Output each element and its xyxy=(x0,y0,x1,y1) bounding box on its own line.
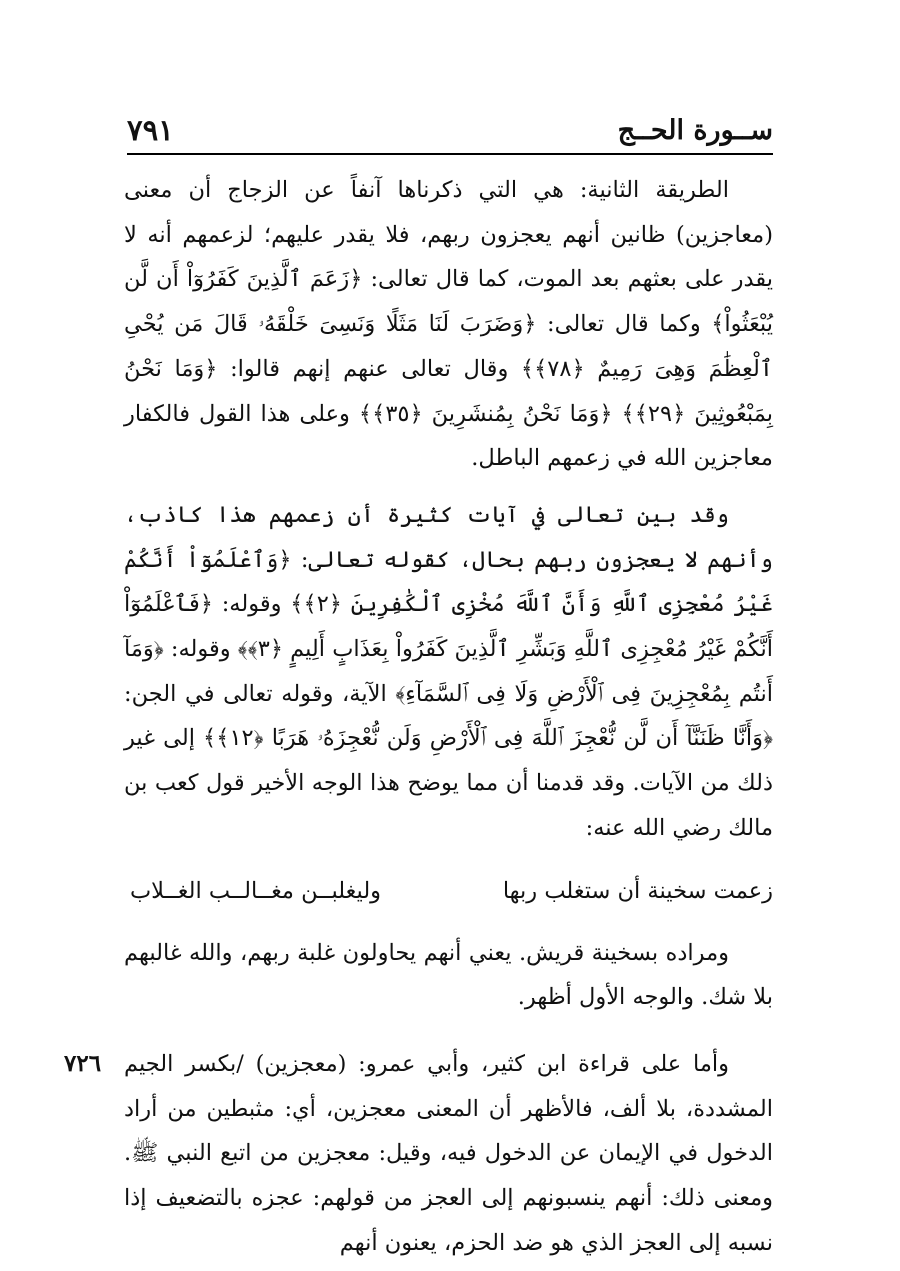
margin-reference-number: ٧٢٦ xyxy=(64,1049,102,1077)
paragraph-second-reading xyxy=(64,1042,773,1266)
paragraph-explanation: ومراده بسخينة قريش. يعني أنهم يحاولون غلبة ربهم، والله غالبهم بلا شك. والوجه الأول أظهر. xyxy=(124,939,773,1011)
page-number: ٧٩١ xyxy=(127,113,174,147)
page-header xyxy=(127,108,773,152)
verse-first-hemistich: زعمت سخينة أن ستغلب ربها xyxy=(502,877,773,904)
paragraph-second-method: الطريقة الثانية: هي التي ذكرناها آنفاً عن الزجاج أن معنى (معاجزين) ظانين أنهم يعجزون ربهم، فلا يقدر عليهم؛ لزعمهم أنه لا يقدر على بعثهم بعد الموت، كما قال تعالى: ﴿زَعَمَ ٱلَّذِينَ كَفَرُوٓاْ أَن لَّن يُبْعَثُواْ﴾ وكما قال تعالى: ﴿وَضَرَبَ لَنَا مَثَلًا وَنَسِىَ خَلْقَهُۥ قَالَ مَن يُحْىِ ٱلْعِظَٰمَ وَهِىَ رَمِيمٌ ﴿٧٨﴾﴾ وقال تعالى عنهم إنهم قالوا: ﴿وَمَا نَحْنُ بِمَبْعُوثِينَ ﴿٢٩﴾﴾ ﴿وَمَا نَحْنُ بِمُنشَرِينَ ﴿٣٥﴾﴾ وعلى هذا القول فالكفار معاجزين الله في زعمهم الباطل. xyxy=(124,177,773,472)
header-rule xyxy=(127,153,773,155)
poetry-verse xyxy=(124,869,773,913)
verse-second-hemistich: وليغلبــن مغــالــب الغــلاب xyxy=(130,877,382,904)
paragraph-refutation: وقد بين تعالى في آيات كثيرة أن زعمهم هذا كاذب، وأنهم لا يعجزون ربهم بحال، كقوله تعالى: ﴿وَٱعْلَمُوٓاْ أَنَّكُمْ غَيْرُ مُعْجِزِى ٱللَّهِ وَأَنَّ ٱللَّهَ مُخْزِى ٱلْكَٰفِرِينَ ﴿٢﴾﴾ وقوله: ﴿فَٱعْلَمُوٓاْ أَنَّكُمْ غَيْرُ مُعْجِزِى ٱللَّهِ وَبَشِّرِ ٱلَّذِينَ كَفَرُواْ بِعَذَابٍ أَلِيمٍ ﴿٣﴾﴾ وقوله: ﴿وَمَآ أَنتُم بِمُعْجِزِينَ فِى ٱلْأَرْضِ وَلَا فِى ٱلسَّمَآءِ﴾ الآية، وقوله تعالى في الجن: ﴿وَأَنَّا ظَنَنَّآ أَن لَّن نُّعْجِزَ ٱللَّهَ فِى ٱلْأَرْضِ وَلَن نُّعْجِزَهُۥ هَرَبًا ﴿١٢﴾﴾ إلى غير ذلك من الآيات. وقد قدمنا أن مما يوضح هذا الوجه الأخير قول كعب بن مالك رضي الله عنه: xyxy=(124,501,774,841)
surah-title: ســورة الحــج xyxy=(617,114,773,146)
paragraph-second-reading-text: وأما على قراءة ابن كثير، وأبي عمرو: (معجزين) /بكسر الجيم المشددة، بلا ألف، فالأظهر أن المعنى معجزين، أي: مثبطين من أراد الدخول في الإيمان عن الدخول فيه، وقيل: معجزين من اتبع النبي ﷺ. ومعنى ذلك: أنهم ينسبونهم إلى العجز من قولهم: عجزه بالتضعيف إذا نسبه إلى العجز الذي هو ضد الحزم، يعنون أنهم xyxy=(124,1050,773,1256)
page-body xyxy=(64,168,774,1265)
